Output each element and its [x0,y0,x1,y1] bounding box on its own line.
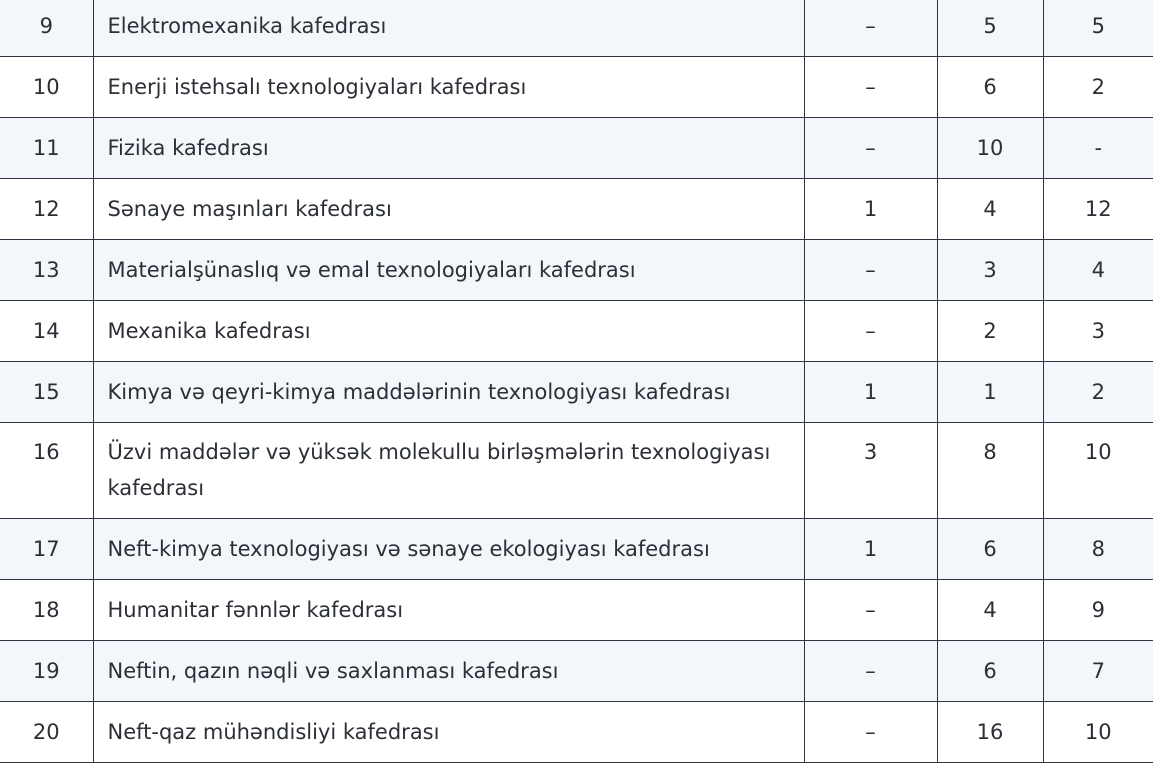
department-name: Neft-kimya texnologiyası və sənaye ekologiyası kafedrası [93,519,804,580]
department-name: Kimya və qeyri-kimya maddələrinin texnologiyası kafedrası [93,362,804,423]
row-number: 11 [0,118,93,179]
value-col-3: 9 [1043,580,1153,641]
value-col-1: – [804,641,937,702]
table-row [0,423,1153,519]
department-name: Neft-qaz mühəndisliyi kafedrası [93,702,804,763]
value-col-1: – [804,118,937,179]
value-col-1: 1 [804,362,937,423]
value-col-2: 10 [937,118,1043,179]
value-col-2: 4 [937,580,1043,641]
row-number: 9 [0,0,93,57]
table-row [0,57,1153,118]
value-col-1: – [804,702,937,763]
row-number: 13 [0,240,93,301]
table-row [0,179,1153,240]
table-row [0,118,1153,179]
value-col-3: 3 [1043,301,1153,362]
table-row [0,301,1153,362]
department-name: Sənaye maşınları kafedrası [93,179,804,240]
department-name: Enerji istehsalı texnologiyaları kafedrası [93,57,804,118]
value-col-3: - [1043,118,1153,179]
value-col-2: 1 [937,362,1043,423]
row-number: 19 [0,641,93,702]
department-name: Materialşünaslıq və emal texnologiyaları kafedrası [93,240,804,301]
row-number: 16 [0,423,93,519]
value-col-2: 6 [937,519,1043,580]
row-number: 20 [0,702,93,763]
row-number: 14 [0,301,93,362]
row-number: 15 [0,362,93,423]
value-col-2: 2 [937,301,1043,362]
department-name: Fizika kafedrası [93,118,804,179]
row-number: 12 [0,179,93,240]
value-col-3: 10 [1043,423,1153,519]
value-col-2: 8 [937,423,1043,519]
value-col-2: 3 [937,240,1043,301]
table-row [0,362,1153,423]
value-col-2: 4 [937,179,1043,240]
value-col-2: 6 [937,641,1043,702]
value-col-3: 10 [1043,702,1153,763]
value-col-1: – [804,0,937,57]
value-col-1: 1 [804,519,937,580]
value-col-1: – [804,580,937,641]
value-col-3: 2 [1043,57,1153,118]
value-col-3: 12 [1043,179,1153,240]
department-name: Humanitar fənnlər kafedrası [93,580,804,641]
row-number: 18 [0,580,93,641]
value-col-1: – [804,301,937,362]
value-col-1: 3 [804,423,937,519]
table-row [0,702,1153,763]
value-col-3: 8 [1043,519,1153,580]
department-name: Neftin, qazın nəqli və saxlanması kafedrası [93,641,804,702]
value-col-2: 6 [937,57,1043,118]
value-col-1: 1 [804,179,937,240]
value-col-3: 5 [1043,0,1153,57]
value-col-2: 5 [937,0,1043,57]
row-number: 17 [0,519,93,580]
value-col-2: 16 [937,702,1043,763]
table-row [0,519,1153,580]
value-col-3: 2 [1043,362,1153,423]
table-row [0,641,1153,702]
value-col-3: 7 [1043,641,1153,702]
value-col-1: – [804,57,937,118]
value-col-1: – [804,240,937,301]
department-name: Elektromexanika kafedrası [93,0,804,57]
table-row [0,240,1153,301]
table-row [0,0,1153,57]
table-row [0,580,1153,641]
department-name: Mexanika kafedrası [93,301,804,362]
value-col-3: 4 [1043,240,1153,301]
row-number: 10 [0,57,93,118]
department-name: Üzvi maddələr və yüksək molekullu birləşmələrin texnologiyası kafedrası [93,423,804,519]
